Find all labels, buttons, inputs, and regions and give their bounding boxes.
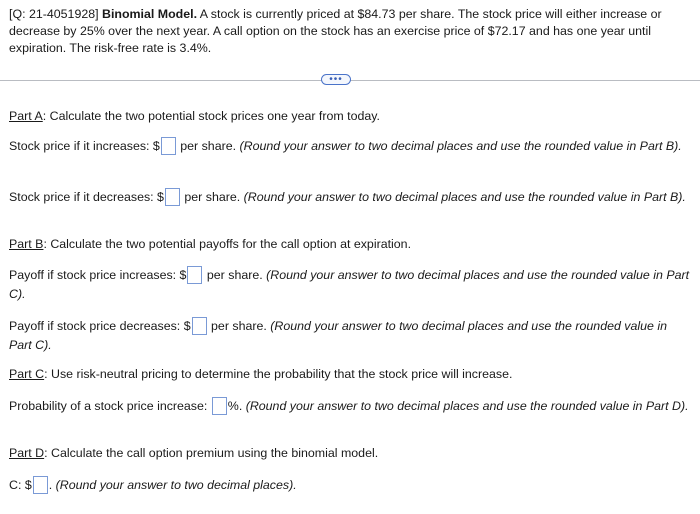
stock-increase-note: (Round your answer to two decimal places and use the rounded value in Part B). xyxy=(239,139,682,153)
payoff-decrease-note: (Round your answer to two decimal places and use the rounded value in Part C). xyxy=(9,319,668,352)
part-c-label: Part C xyxy=(9,367,45,381)
part-b-text: : Calculate the two potential payoffs for the call option at expiration. xyxy=(43,237,412,251)
premium-label: C: $ xyxy=(9,478,32,492)
stock-increase-row xyxy=(9,137,693,156)
part-b-heading xyxy=(9,235,693,254)
probability-note: (Round your answer to two decimal places and use the rounded value in Part D). xyxy=(245,399,689,413)
question-text xyxy=(9,6,693,57)
part-a-heading xyxy=(9,107,693,126)
probability-row xyxy=(9,397,693,416)
stock-increase-unit: per share. xyxy=(176,139,240,153)
part-c-text: : Use risk-neutral pricing to determine the probability that the stock price will increase. xyxy=(44,367,513,381)
part-a-label: Part A xyxy=(9,109,43,123)
question-id: [Q: 21-4051928] xyxy=(9,7,99,21)
more-options-button[interactable]: ••• xyxy=(321,74,351,85)
premium-note: (Round your answer to two decimal places). xyxy=(55,478,297,492)
payoff-increase-unit: per share. xyxy=(203,268,267,282)
payoff-increase-note: (Round your answer to two decimal places and use the rounded value in Part C). xyxy=(9,268,690,301)
stock-decrease-note: (Round your answer to two decimal places and use the rounded value in Part B). xyxy=(243,190,686,204)
part-b-label: Part B xyxy=(9,237,44,251)
probability-label: Probability of a stock price increase: xyxy=(9,399,211,413)
payoff-decrease-input[interactable] xyxy=(192,317,207,335)
part-d-text: : Calculate the call option premium using the binomial model. xyxy=(44,446,379,460)
part-c-heading xyxy=(9,365,693,384)
premium-row xyxy=(9,476,693,495)
payoff-decrease-label: Payoff if stock price decreases: $ xyxy=(9,319,191,333)
payoff-increase-label: Payoff if stock price increases: $ xyxy=(9,268,187,282)
probability-input[interactable] xyxy=(212,397,227,415)
question-title: Binomial Model. xyxy=(102,7,198,21)
stock-increase-label: Stock price if it increases: $ xyxy=(9,139,160,153)
premium-unit: . xyxy=(48,478,56,492)
payoff-decrease-row xyxy=(9,317,693,355)
stock-decrease-input[interactable] xyxy=(165,188,180,206)
question-body: A stock is currently priced at $84.73 per share. The stock price will either increase or decrease by 25% over the next year. A call option on the stock has an exercise price of $72.17 and has one year until expiration. The risk-free rate is 3.4%. xyxy=(9,7,662,55)
stock-decrease-unit: per share. xyxy=(180,190,244,204)
stock-decrease-label: Stock price if it decreases: $ xyxy=(9,190,164,204)
stock-increase-input[interactable] xyxy=(161,137,176,155)
premium-input[interactable] xyxy=(33,476,48,494)
payoff-increase-input[interactable] xyxy=(187,266,202,284)
part-d-heading xyxy=(9,444,693,463)
part-d-label: Part D xyxy=(9,446,45,460)
probability-unit: %. xyxy=(227,399,246,413)
part-a-text: : Calculate the two potential stock prices one year from today. xyxy=(42,109,380,123)
payoff-decrease-unit: per share. xyxy=(207,319,271,333)
stock-decrease-row xyxy=(9,188,693,207)
payoff-increase-row xyxy=(9,266,693,304)
